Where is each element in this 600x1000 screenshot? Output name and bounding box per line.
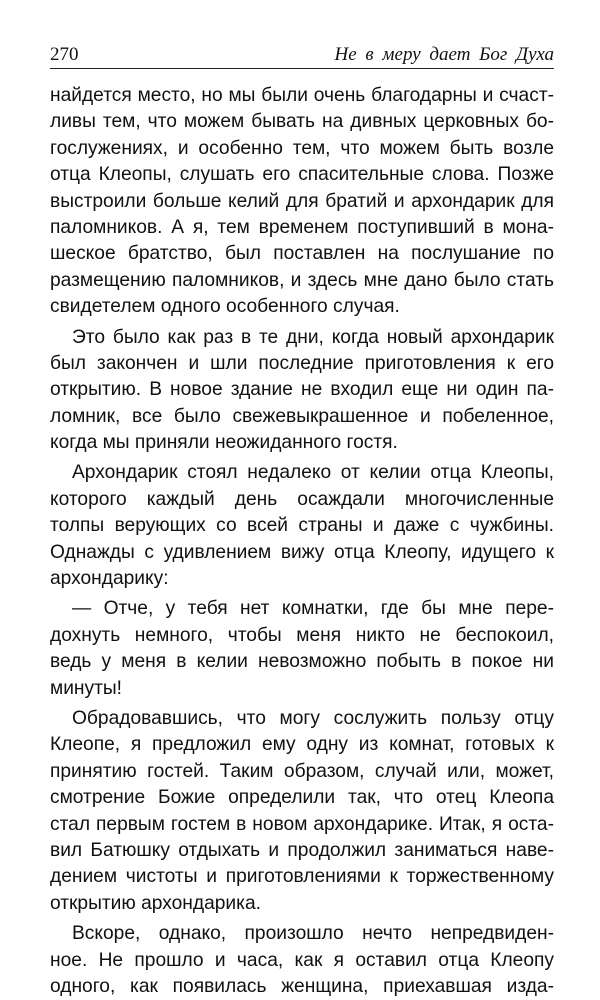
text-line: свидетелем одного особенного случая.: [50, 296, 400, 318]
paragraph: [50, 83, 554, 321]
text-line: отца Клеопы, слушать его спасительные слова. Позже: [50, 164, 554, 186]
text-line: Обрадовавшись, что могу сослужить пользу отцу: [72, 707, 554, 729]
text-line: найдется место, но мы были очень благодарны и счаст-: [50, 85, 554, 106]
text-line: ливы тем, что можем бывать на дивных церковных бо-: [50, 111, 554, 133]
text-line: минуты!: [50, 677, 123, 699]
paragraph: [50, 921, 554, 1000]
text-line: ломник, все было свежевыкрашенное и побеленное,: [50, 405, 554, 427]
page-header: [50, 38, 554, 69]
text-line: открытию архондарика.: [50, 892, 261, 914]
body-text: [50, 83, 554, 1000]
text-line: Архондарик стоял недалеко от келии отца Клеопы,: [72, 462, 554, 484]
paragraph: [50, 325, 554, 457]
text-line: шеское братство, был поставлен на послушание по: [50, 243, 554, 265]
text-line: дохнуть немного, чтобы меня никто не беспокоил,: [50, 624, 554, 646]
page-number: 270: [50, 44, 79, 65]
text-line: выстроили больше келий для братий и архондарик для: [50, 190, 554, 212]
text-line: гослужениях, и особенно тем, что можем быть возле: [50, 137, 554, 159]
text-line: принятию гостей. Таким образом, случай или, может,: [50, 760, 554, 782]
running-title: Не в меру дает Бог Духа: [334, 44, 554, 65]
text-line: когда мы приняли неожиданного гостя.: [50, 432, 398, 454]
text-line: вил Батюшку отдыхать и продолжил заниматься наве-: [50, 839, 554, 861]
text-line: — Отче, у тебя нет комнатки, где бы мне пере-: [72, 598, 554, 620]
text-line: стал первым гостем в новом архондарике. Итак, я оста-: [50, 813, 554, 835]
text-line: ведь у меня в келии невозможно побыть в покое ни: [50, 651, 554, 673]
paragraph: [50, 706, 554, 917]
text-line: размещению паломников, и здесь мне дано было стать: [50, 269, 554, 291]
text-line: открытию. В новое здание не входил еще ни один па-: [50, 379, 554, 401]
text-line: которого каждый день осаждали многочисленные: [50, 488, 554, 510]
text-line: смотрение Божие определили так, что отец Клеопа: [50, 787, 554, 809]
text-line: ное. Не прошло и часа, как я оставил отца Клеопу: [50, 949, 554, 971]
paragraph: [50, 460, 554, 592]
text-line: Это было как раз в те дни, когда новый архондарик: [72, 326, 554, 348]
text-line: паломников. А я, тем временем поступивший в мона-: [50, 216, 554, 238]
text-line: толпы верующих со всей страны и даже с чужбины.: [50, 515, 554, 537]
text-line: Однажды с удивлением вижу отца Клеопу, идущего к: [50, 541, 554, 563]
book-page: [50, 38, 554, 1000]
text-line: Вскоре, однако, произошло нечто непредвиден-: [72, 923, 554, 945]
paragraph: [50, 596, 554, 702]
text-line: одного, как появилась женщина, приехавшая изда-: [50, 975, 554, 997]
text-line: архондарику:: [50, 568, 169, 590]
text-line: был закончен и шли последние приготовления к его: [50, 352, 554, 374]
text-line: дением чистоты и приготовлениями к торжественному: [50, 866, 554, 888]
text-line: Клеопе, я предложил ему одну из комнат, готовых к: [50, 734, 554, 756]
